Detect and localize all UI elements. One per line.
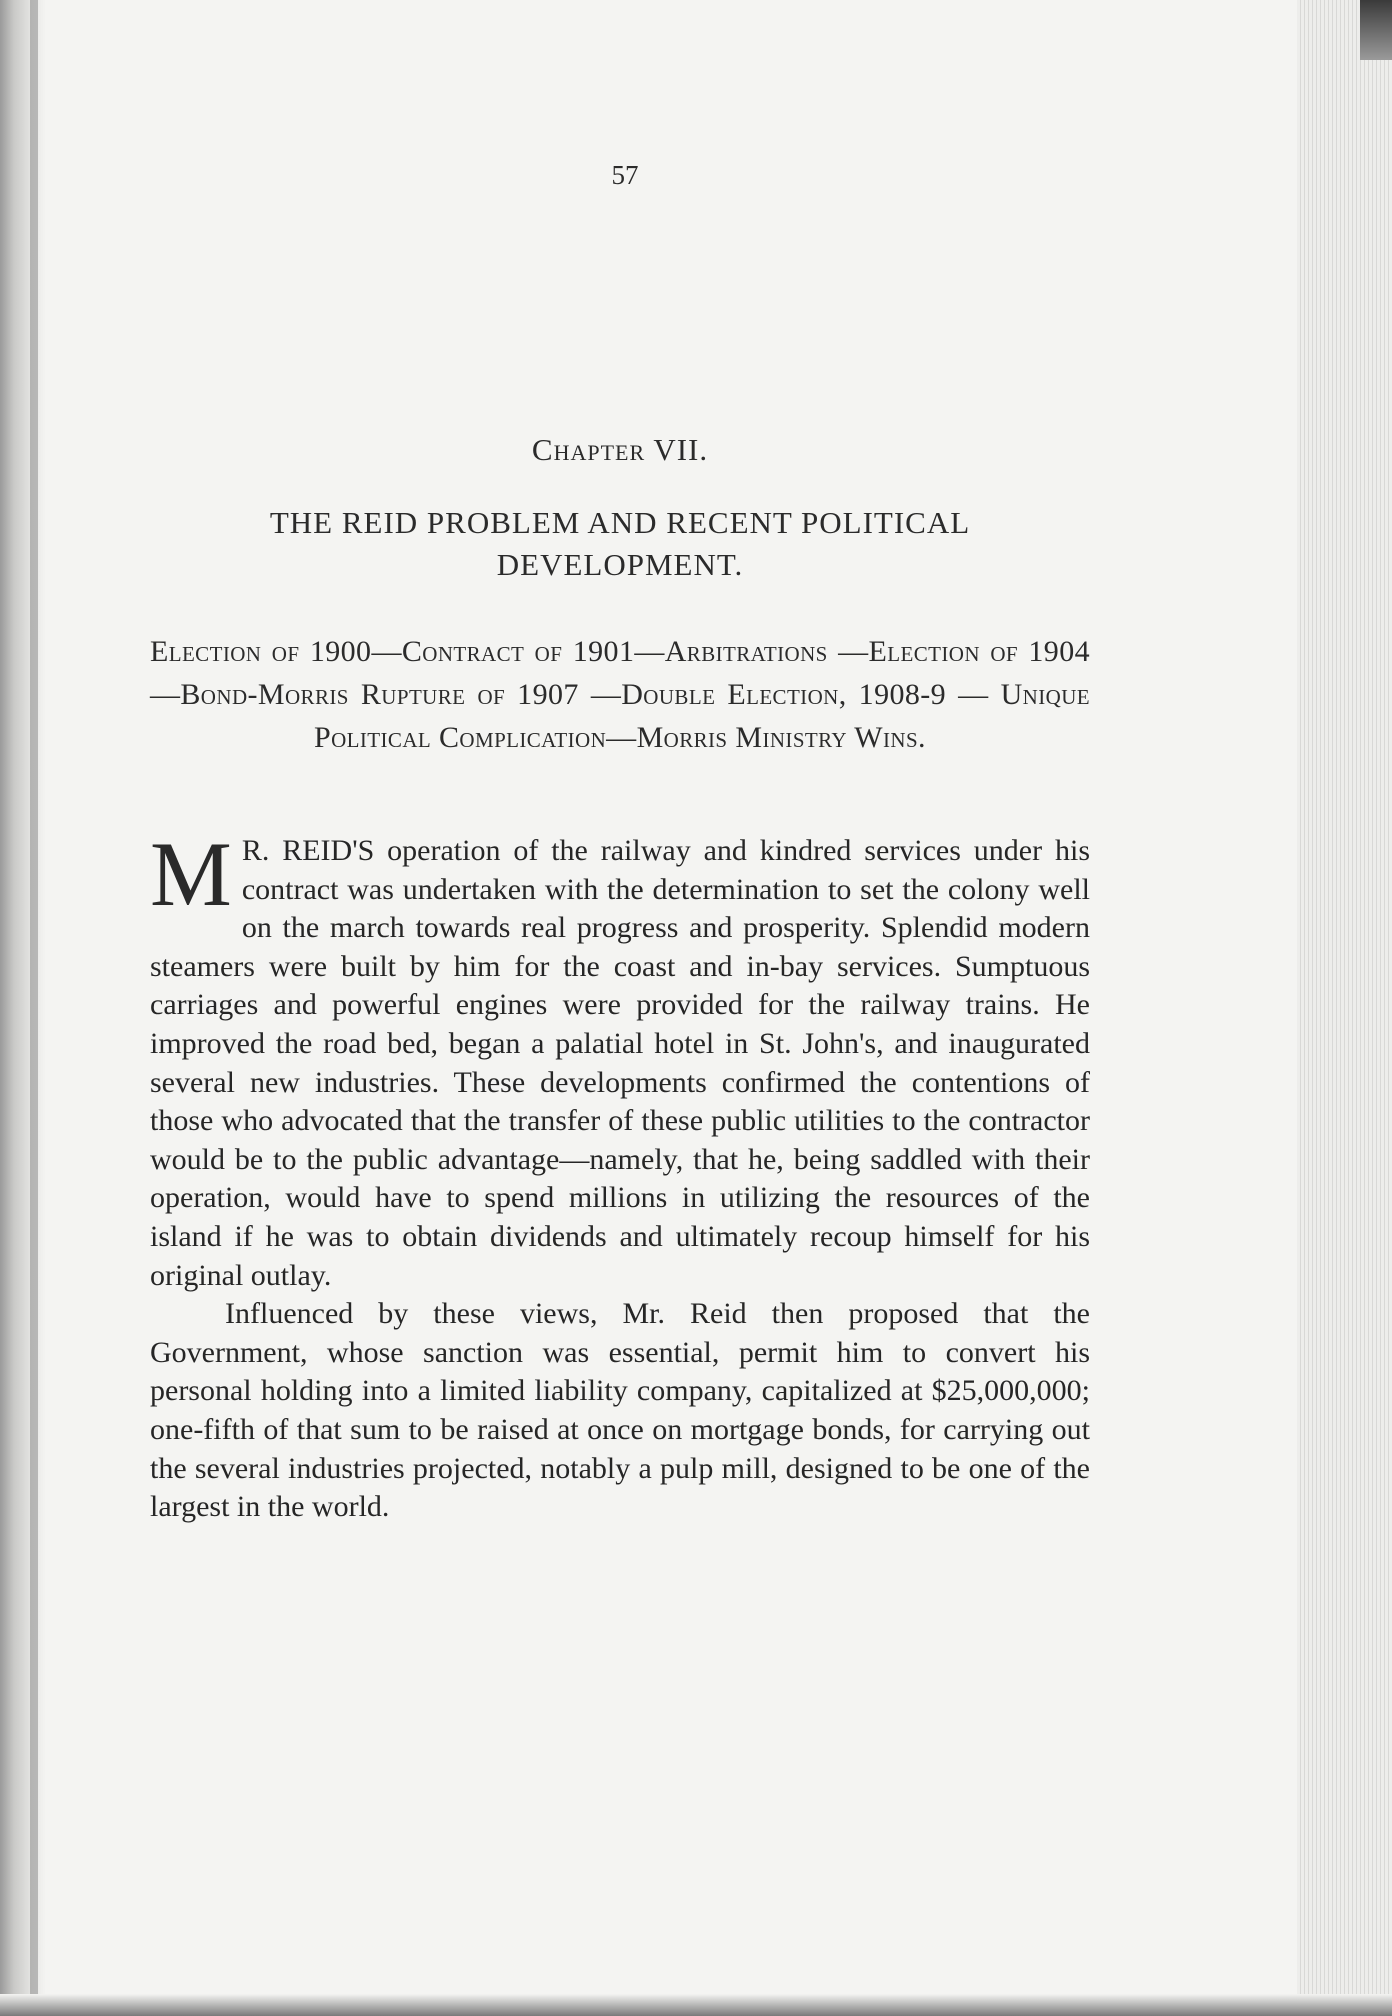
left-binding-shadow: [0, 0, 46, 2016]
chapter-synopsis: Election of 1900—Contract of 1901—Arbitrations —Election of 1904—Bond-Morris Rupture of 1907 —Double Election, 1908-9 — Unique Political Complication—Morris Ministry Wins.: [150, 635, 1090, 754]
binding-edge: [30, 0, 38, 2016]
page-edges-corner: [1360, 0, 1392, 60]
drop-cap: M: [150, 823, 232, 925]
paragraph-1: [150, 823, 1090, 1295]
chapter-label: Chapter VII.: [531, 432, 709, 467]
book-page: [150, 160, 1090, 1524]
paragraph-1-text: R. REID'S operation of the railway and kindred services under his contract was undertaken with the determination to set the colony well on the march towards real progress and prosperity. Splendid modern steamers were built by him for the coast and in-bay services. Sumptuous carriages and powerful engines were provided for the railway trains. He improved the road bed, began a palatial hotel in St. John's, and inaugurated several new industries. These developments confirmed the contentions of those who advocated that the transfer of these public utilities to the contractor would be to the public advantage—namely, that he, being saddled with their operation, would have to spend millions in utilizing the resources of the island if he was to obtain dividends and ultimately recoup himself for his original outlay.: [150, 834, 1090, 1292]
page-number: 57: [611, 160, 639, 190]
bottom-shadow: [0, 1994, 1392, 2016]
body-text: [150, 823, 1090, 1527]
page-edges: [1297, 0, 1392, 2016]
paragraph-2: Influenced by these views, Mr. Reid then proposed that the Government, whose sanction was essential, permit him to convert his personal holding into a limited liability company, capitalized at $25,000,000; one-fifth of that sum to be raised at once on mortgage bonds, for carrying out the several industries projected, notably a pulp mill, designed to be one of the largest in the world.: [150, 1297, 1090, 1524]
chapter-title: THE REID PROBLEM AND RECENT POLITICAL DEVELOPMENT.: [269, 505, 971, 582]
